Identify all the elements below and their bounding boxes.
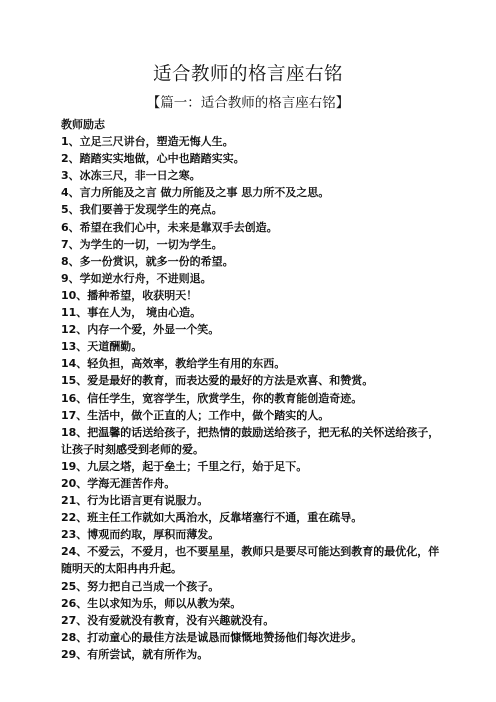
section-heading: 教师励志 bbox=[61, 118, 105, 131]
motto-line-6: 6、希望在我们心中，未来是靠双手去创造。 bbox=[61, 220, 278, 234]
motto-line-16: 16、信任学生，宽容学生，欣赏学生，你的教育能创造奇迹。 bbox=[61, 391, 363, 405]
motto-line-5: 5、我们要善于发现学生的亮点。 bbox=[61, 203, 223, 217]
motto-line-24: 24、不爱云，不爱月，也不要星星，教师只是要尽可能达到教育的最优化，伴随明天的太阳冉冉升起。 bbox=[61, 545, 440, 576]
motto-line-25: 25、努力把自己当成一个孩子。 bbox=[61, 579, 220, 593]
motto-line-8: 8、多一份赏识，就多一份的希望。 bbox=[61, 254, 234, 268]
document-subtitle: 【篇一：适合教师的格言座右铭】 bbox=[146, 95, 350, 111]
document-body bbox=[61, 116, 441, 663]
motto-line-18: 18、把温馨的话送给孩子，把热情的鼓励送给孩子，把无私的关怀送给孩子，让孩子时刻感受到老师的爱。 bbox=[61, 425, 440, 456]
motto-line-12: 12、内存一个爱，外显一个笑。 bbox=[61, 323, 220, 337]
motto-line-26: 26、生以求知为乐，师以从教为荣。 bbox=[61, 596, 242, 610]
motto-line-9: 9、学如逆水行舟，不进则退。 bbox=[61, 271, 212, 285]
motto-line-27: 27、没有爱就没有教育，没有兴趣就没有。 bbox=[61, 613, 275, 627]
motto-line-2: 2、踏踏实实地做，心中也踏踏实实。 bbox=[61, 152, 245, 166]
motto-line-10: 10、播种希望，收获明天！ bbox=[61, 288, 198, 302]
motto-line-15: 15、爱是最好的教育，而表达爱的最好的方法是欢喜、和赞赏。 bbox=[61, 374, 374, 388]
motto-line-23: 23、博观而约取，厚积而薄发。 bbox=[61, 528, 220, 542]
document-title: 适合教师的格言座右铭 bbox=[152, 64, 343, 85]
motto-line-28: 28、打动童心的最佳方法是诚恳而慷慨地赞扬他们每次进步。 bbox=[61, 630, 363, 644]
motto-line-17: 17、生活中，做个正直的人；工作中，做个踏实的人。 bbox=[61, 408, 330, 422]
motto-line-13: 13、天道酬勤。 bbox=[61, 340, 143, 354]
motto-line-14: 14、轻负担，高效率，教给学生有用的东西。 bbox=[61, 357, 286, 371]
motto-line-29: 29、有所尝试，就有所作为。 bbox=[61, 647, 209, 661]
motto-line-1: 1、立足三尺讲台，塑造无悔人生。 bbox=[61, 135, 234, 149]
motto-line-7: 7、为学生的一切，一切为学生。 bbox=[61, 237, 223, 251]
motto-line-4: 4、言力所能及之言 做力所能及之事 思力所不及之思。 bbox=[61, 186, 330, 200]
motto-line-11: 11、事在人为， 境由心造。 bbox=[61, 306, 202, 320]
motto-line-19: 19、九层之塔，起于垒土；千里之行，始于足下。 bbox=[61, 459, 308, 473]
motto-line-22: 22、班主任工作就如大禹治水，反靠堵塞行不通，重在疏导。 bbox=[61, 511, 363, 525]
motto-line-3: 3、冰冻三尺，非一日之寒。 bbox=[61, 169, 201, 183]
motto-line-20: 20、学海无涯苦作舟。 bbox=[61, 476, 176, 490]
motto-line-21: 21、行为比语言更有说服力。 bbox=[61, 494, 209, 508]
